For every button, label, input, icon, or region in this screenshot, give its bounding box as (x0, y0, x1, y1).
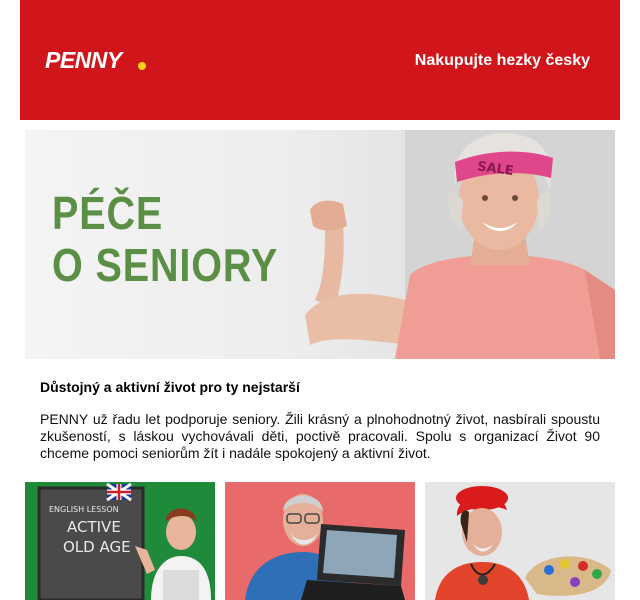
chalkboard-line3: OLD AGE (63, 538, 131, 556)
email-header (20, 0, 620, 120)
header-tagline: Nakupujte hezky česky (414, 52, 590, 69)
logo-dot-icon (138, 62, 146, 70)
photo-senior-laptop[interactable] (225, 482, 415, 600)
article-body: PENNY už řadu let podporuje seniory. Žili krásný a plnohodnotný život, nasbírali spoustu zkušeností, s láskou vychovávali děti, poctivě pracovali. Spolu s organizací Život 90 chceme pomoci seniorům žít i nadále spokojený a aktivní život. (40, 411, 600, 461)
chalkboard-line1: ENGLISH LESSON (49, 505, 119, 514)
chalkboard-senior-illustration (25, 482, 215, 600)
penny-logo[interactable]: PENNY (45, 47, 122, 73)
chalkboard-line2: ACTIVE (67, 518, 121, 536)
hero-title (52, 187, 278, 291)
article-heading: Důstojný a aktivní život pro ty nejstarší (40, 379, 300, 395)
photo-senior-painter[interactable] (425, 482, 615, 600)
headband-text: SALE (476, 159, 515, 180)
hero-title-line1: PÉČE (52, 187, 164, 239)
senior-painter-illustration (425, 482, 615, 600)
senior-laptop-illustration (225, 482, 415, 600)
hero-banner[interactable] (25, 130, 615, 359)
hero-title-line2: O SENIORY (52, 239, 279, 291)
photo-english-lesson[interactable] (25, 482, 215, 600)
